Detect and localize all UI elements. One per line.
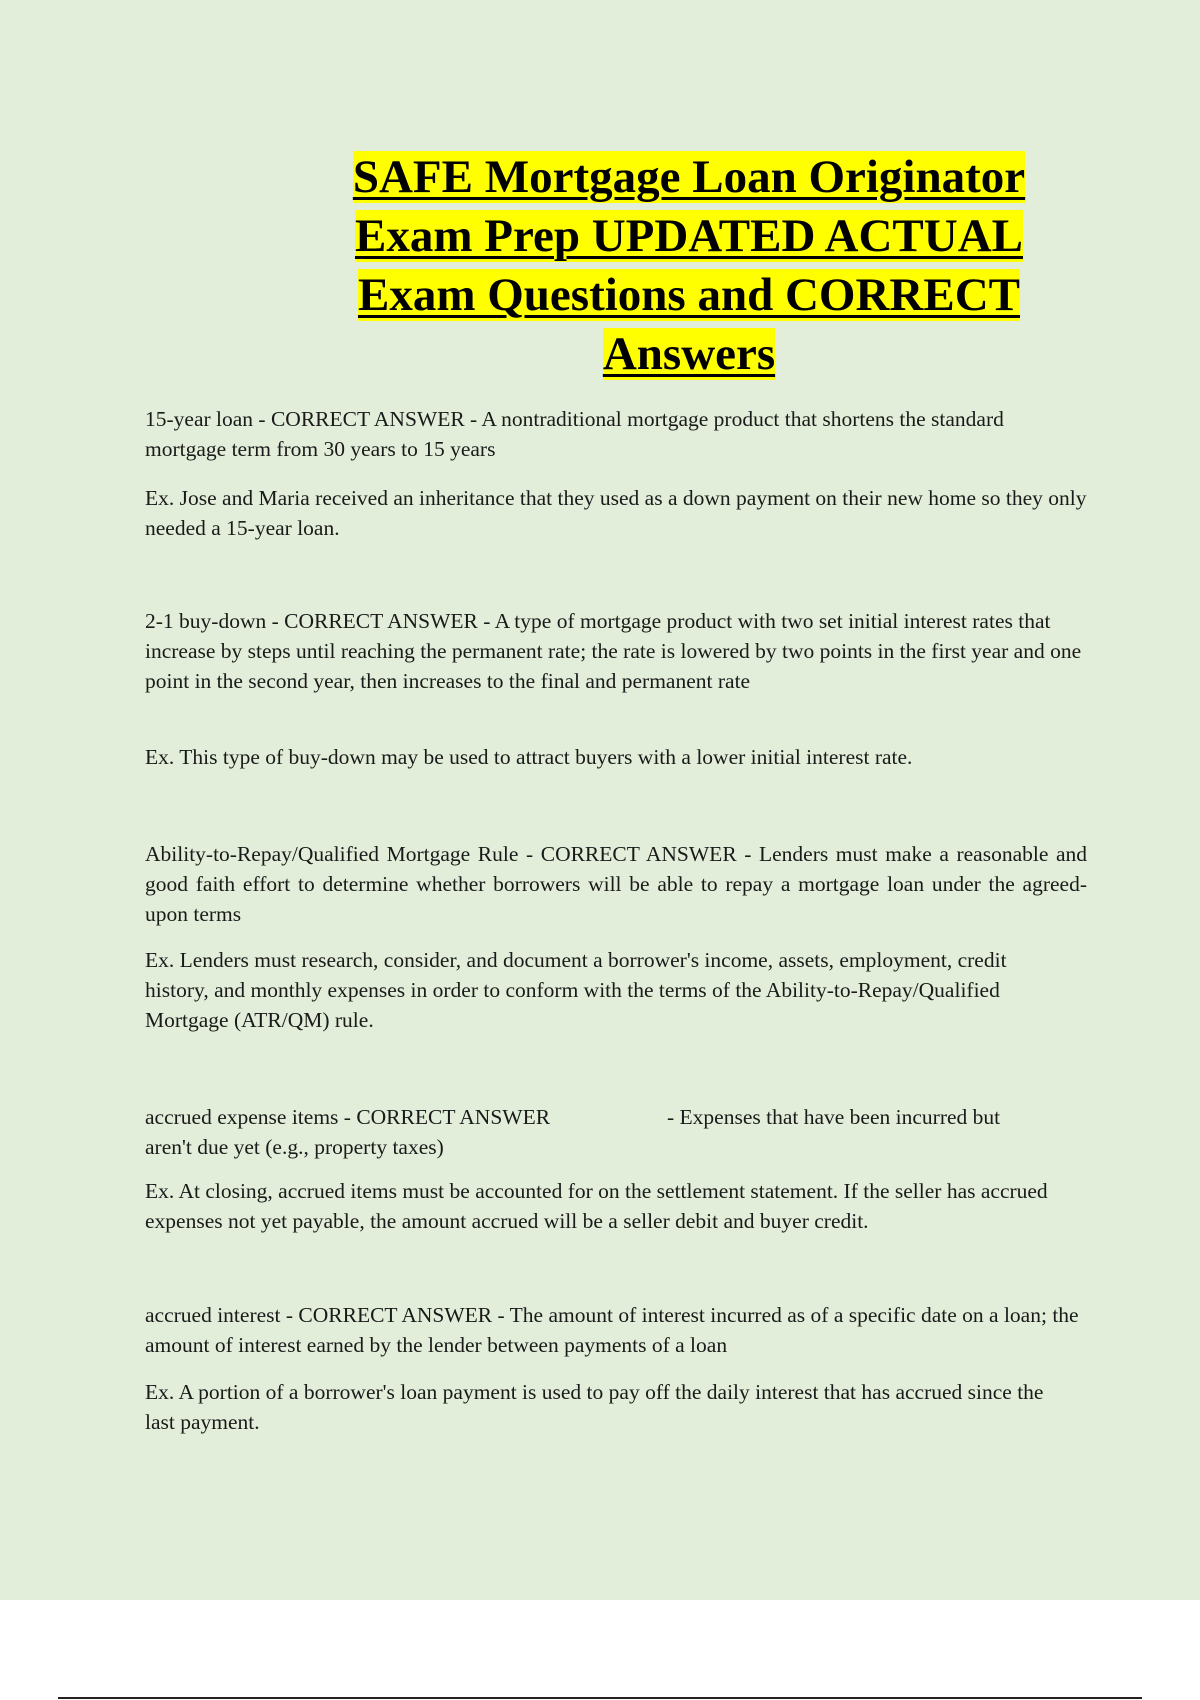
entry-example: Ex. Jose and Maria received an inheritance that they used as a down payment on their new home so they only needed a 15-year loan. bbox=[145, 486, 1087, 540]
title-block bbox=[338, 148, 1040, 384]
entry-example: Ex. A portion of a borrower's loan payment is used to pay off the daily interest that has accrued since the last payment. bbox=[145, 1380, 1044, 1434]
entry-definition: 15-year loan - CORRECT ANSWER - A nontraditional mortgage product that shortens the standard mortgage term from 30 years to 15 years bbox=[145, 407, 1004, 461]
document-title: SAFE Mortgage Loan Originator Exam Prep UPDATED ACTUAL Exam Questions and CORRECT Answers bbox=[352, 151, 1026, 380]
footer-divider bbox=[58, 1697, 1142, 1699]
entry-accrued-interest bbox=[145, 1300, 1087, 1437]
entry-accrued-expense-items bbox=[145, 1102, 1087, 1236]
entry-2-1-buy-down bbox=[145, 606, 1087, 772]
entry-definition-right: - Expenses that have been incurred but bbox=[667, 1105, 1001, 1129]
entry-definition-split bbox=[145, 1102, 1087, 1162]
document-body bbox=[145, 404, 1087, 1437]
entry-definition: accrued interest - CORRECT ANSWER - The amount of interest incurred as of a specific date on a loan; the amount of interest earned by the lender between payments of a loan bbox=[145, 1303, 1079, 1357]
entry-example: Ex. At closing, accrued items must be accounted for on the settlement statement. If the seller has accrued expenses not yet payable, the amount accrued will be a seller debit and buyer credit. bbox=[145, 1179, 1048, 1233]
entry-15-year-loan bbox=[145, 404, 1087, 543]
entry-definition-left: accrued expense items - CORRECT ANSWER aren't due yet (e.g., property taxes) bbox=[145, 1105, 551, 1159]
entry-example: Ex. This type of buy-down may be used to attract buyers with a lower initial interest rate. bbox=[145, 745, 913, 769]
entry-definition: 2-1 buy-down - CORRECT ANSWER - A type of mortgage product with two set initial interest rates that increase by steps until reaching the permanent rate; the rate is lowered by two points in the first year and one point in the second year, then increases to the final and permanent rate bbox=[145, 609, 1082, 693]
entry-definition: Ability-to-Repay/Qualified Mortgage Rule - CORRECT ANSWER - Lenders must make a reasonable and good faith effort to determine whether borrowers will be able to repay a mortgage loan under the agreed-upon terms bbox=[145, 842, 1087, 926]
entry-example: Ex. Lenders must research, consider, and document a borrower's income, assets, employment, credit history, and monthly expenses in order to conform with the terms of the Ability-to-Repay/Qualified Mortgage (ATR/QM) rule. bbox=[145, 948, 1007, 1032]
entry-ability-to-repay bbox=[145, 839, 1087, 1035]
